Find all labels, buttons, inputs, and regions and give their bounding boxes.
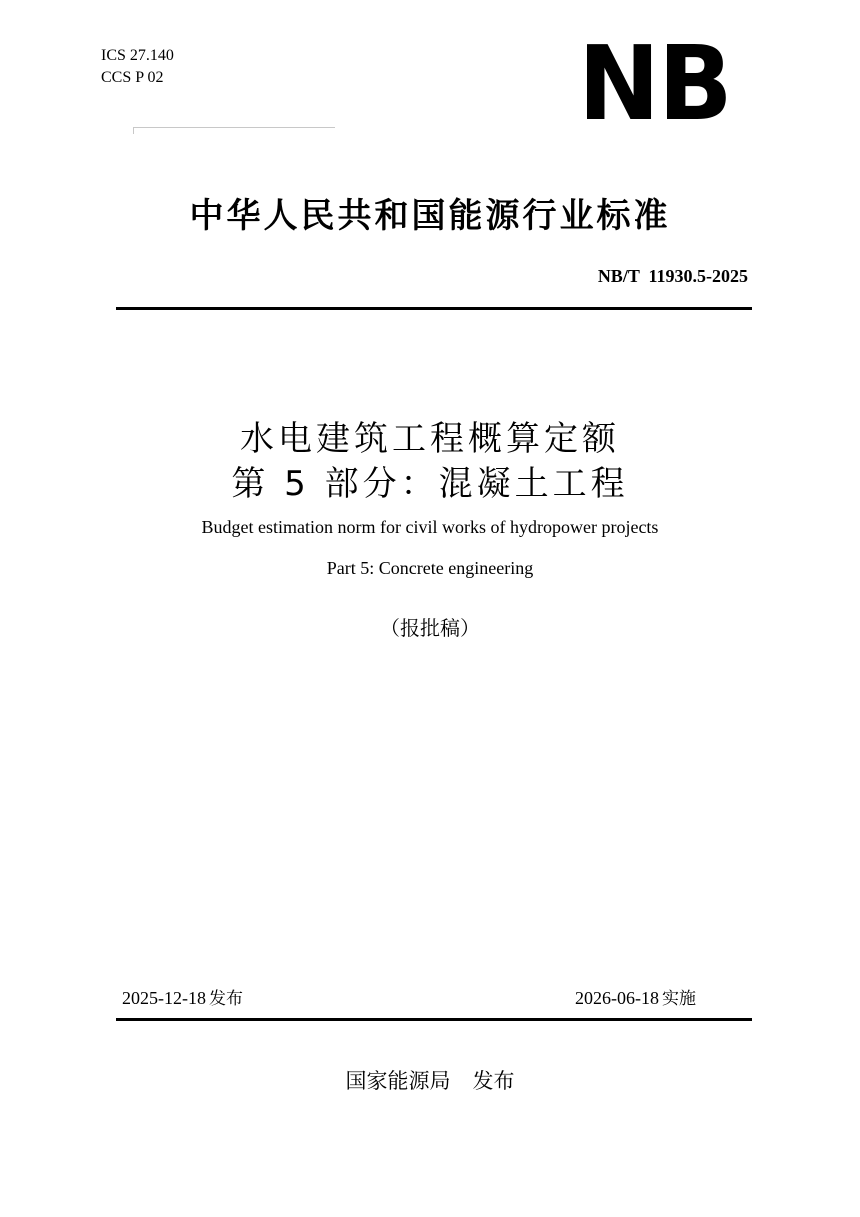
- implement-date-block: [575, 984, 696, 1009]
- english-title-line-2: Part 5: Concrete engineering: [326, 558, 534, 578]
- nb-logo: NB: [578, 24, 731, 145]
- issue-label: 发布: [209, 989, 243, 1009]
- filing-number-line: [133, 127, 335, 128]
- issue-date: 2025-12-18: [122, 988, 206, 1008]
- top-divider: [116, 307, 752, 310]
- english-title-line-1: Budget estimation norm for civil works of hydropower projects: [201, 517, 659, 537]
- ccs-code: CCS P 02: [101, 69, 164, 86]
- draft-status: （报批稿）: [380, 616, 480, 640]
- standard-number: NB/T 11930.5-2025: [597, 266, 748, 286]
- document-title-line-1: 水电建筑工程概算定额: [240, 419, 620, 459]
- classification-codes: [101, 45, 174, 89]
- implement-label: 实施: [662, 989, 696, 1009]
- implement-date: 2026-06-18: [575, 988, 659, 1008]
- publisher-action: 发布: [472, 1069, 515, 1093]
- standard-category-title: 中华人民共和国能源行业标准: [189, 196, 671, 236]
- issue-date-block: [122, 984, 243, 1009]
- document-title-line-2: 第 5 部分：混凝土工程: [231, 464, 629, 504]
- ics-code: ICS 27.140: [101, 47, 174, 64]
- publisher-name: 国家能源局: [345, 1069, 451, 1093]
- publisher-block: [0, 1065, 860, 1095]
- bottom-divider: [116, 1018, 752, 1021]
